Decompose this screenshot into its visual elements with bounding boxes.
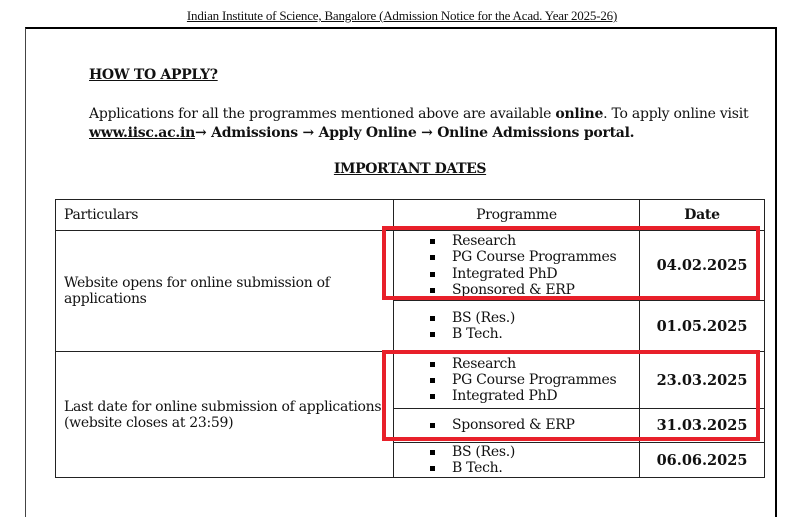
navigation-path: → Admissions → Apply Online → Online Admissions portal.: [195, 124, 635, 141]
how-to-apply-paragraph: [89, 105, 769, 142]
para-online-bold: online: [555, 106, 604, 122]
list-item: Integrated PhD: [430, 388, 639, 404]
important-dates-heading: IMPORTANT DATES: [333, 161, 487, 177]
date-cell: 23.03.2025: [640, 352, 765, 409]
document-header: Indian Institute of Science, Bangalore (Admission Notice for the Acad. Year 2025-26): [186, 8, 618, 23]
particular-last-date: Last date for online submission of applications (website closes at 23:59): [56, 352, 394, 478]
list-item: B Tech.: [430, 326, 639, 342]
column-header-date: Date: [640, 200, 765, 231]
programme-cell: [394, 231, 640, 301]
column-header-particulars: Particulars: [56, 200, 394, 231]
date-cell: 06.06.2025: [640, 443, 765, 478]
list-item: BS (Res.): [430, 444, 639, 460]
list-item: B Tech.: [430, 460, 639, 476]
date-cell: 31.03.2025: [640, 409, 765, 443]
programme-list: [394, 233, 639, 298]
list-item: Research: [430, 233, 639, 249]
para-text-2: . To apply online visit: [603, 106, 749, 122]
important-dates-table: [55, 199, 765, 478]
table-row: [56, 231, 765, 301]
list-item: PG Course Programmes: [430, 249, 639, 265]
date-cell: 04.02.2025: [640, 231, 765, 301]
programme-cell: [394, 301, 640, 352]
programme-cell: [394, 409, 640, 443]
table-row: [56, 352, 765, 409]
programme-list: [394, 417, 639, 433]
iisc-website-link[interactable]: www.iisc.ac.in: [89, 124, 196, 141]
list-item: Sponsored & ERP: [430, 417, 639, 433]
list-item: Research: [430, 356, 639, 372]
programme-list: [394, 310, 639, 343]
date-cell: 01.05.2025: [640, 301, 765, 352]
table-header-row: [56, 200, 765, 231]
column-header-programme: Programme: [394, 200, 640, 231]
list-item: BS (Res.): [430, 310, 639, 326]
particular-website-opens: Website opens for online submission of applications: [56, 231, 394, 352]
para-text-1: Applications for all the programmes mentioned above are available: [89, 106, 556, 122]
programme-cell: [394, 352, 640, 409]
programme-list: [394, 356, 639, 405]
programme-list: [394, 444, 639, 477]
programme-cell: [394, 443, 640, 478]
list-item: Sponsored & ERP: [430, 282, 639, 298]
list-item: Integrated PhD: [430, 266, 639, 282]
list-item: PG Course Programmes: [430, 372, 639, 388]
how-to-apply-heading: HOW TO APPLY?: [89, 67, 218, 83]
